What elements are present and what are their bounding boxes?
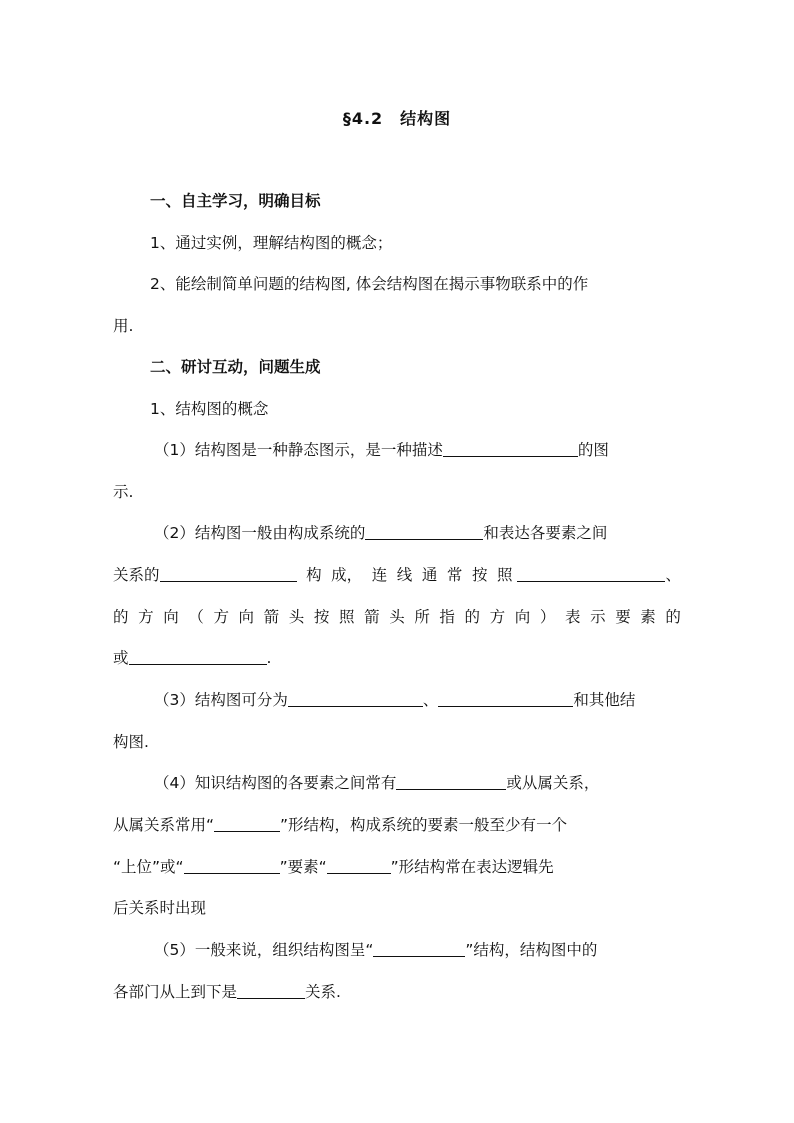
q3-text-a: （3）结构图可分为 bbox=[154, 691, 288, 709]
q5-blank-2[interactable] bbox=[237, 982, 305, 999]
q5-text-c: 各部门从上到下是 bbox=[113, 983, 238, 1001]
q4-text-f: ”要素“ bbox=[279, 858, 327, 876]
q4-blank-4[interactable] bbox=[327, 857, 391, 874]
q2-word: 方 bbox=[138, 608, 154, 626]
q1-line-2: 示. bbox=[113, 483, 134, 501]
page-title: §4.2 结构图 bbox=[342, 109, 452, 128]
q2-line-4 bbox=[113, 647, 271, 669]
goal-2-line-2: 用. bbox=[113, 317, 134, 335]
q1-blank-1[interactable] bbox=[443, 440, 578, 457]
q2-char: 按 bbox=[471, 566, 488, 584]
q2-blank-3[interactable] bbox=[517, 565, 665, 582]
q1-line-1 bbox=[154, 439, 609, 461]
q4-line-4: 后关系时出现 bbox=[113, 899, 207, 917]
q2-word: 示 bbox=[590, 608, 606, 626]
q2-word: 方 bbox=[213, 608, 229, 626]
q3-line-2: 构图. bbox=[113, 733, 149, 751]
q4-text-e: “上位”或“ bbox=[113, 858, 184, 876]
q5-line-2 bbox=[113, 981, 341, 1003]
q2-text-g: . bbox=[266, 649, 272, 667]
goal-1: 1、通过实例，理解结构图的概念； bbox=[150, 234, 393, 252]
q2-text-e: 、 bbox=[665, 566, 681, 584]
q2-word: 箭 bbox=[263, 608, 280, 626]
q2-word: 表 bbox=[564, 608, 581, 626]
q3-text-b: 、 bbox=[422, 691, 439, 709]
q2-char: 连 bbox=[371, 566, 388, 584]
q4-text-c: 从属关系常用“ bbox=[113, 816, 215, 834]
q2-word: 箭 bbox=[364, 608, 380, 626]
q1-text-b: 的图 bbox=[577, 441, 609, 459]
q2-word: 素 bbox=[640, 608, 656, 626]
q2-word: 要 bbox=[615, 608, 631, 626]
q4-blank-1[interactable] bbox=[396, 773, 506, 790]
q2-word: 向 bbox=[163, 608, 179, 626]
q2-char: 常 bbox=[446, 566, 463, 584]
q5-text-d: 关系. bbox=[305, 983, 341, 1001]
q4-line-3 bbox=[113, 856, 554, 878]
q5-text-a: （5）一般来说，组织结构图呈“ bbox=[154, 941, 374, 959]
q4-text-g: ”形结构常在表达逻辑先 bbox=[390, 858, 554, 876]
q2-text-c: 关系的 bbox=[113, 566, 160, 584]
q2-word: 所 bbox=[414, 608, 430, 626]
q2-blank-4[interactable] bbox=[129, 648, 267, 665]
q2-word: （ bbox=[188, 608, 204, 626]
section-heading-2: 二、研讨互动，问题生成 bbox=[150, 358, 321, 376]
q2-blank-2[interactable] bbox=[160, 565, 297, 582]
q2-word: 的 bbox=[464, 608, 481, 626]
q2-char: 成， bbox=[331, 566, 363, 584]
q2-text-b: 和表达各要素之间 bbox=[483, 524, 608, 542]
q4-line-1 bbox=[154, 772, 599, 794]
q2-line-1 bbox=[154, 522, 607, 544]
q3-blank-2[interactable] bbox=[438, 690, 573, 707]
q5-line-1 bbox=[154, 939, 597, 961]
q3-line-1 bbox=[154, 689, 635, 711]
q2-char: 构 bbox=[306, 566, 322, 584]
q2-blank-1[interactable] bbox=[365, 523, 483, 540]
q4-blank-2[interactable] bbox=[214, 815, 280, 832]
q2-word: 向 bbox=[238, 608, 255, 626]
q3-blank-1[interactable] bbox=[288, 690, 423, 707]
q2-word: 头 bbox=[389, 608, 405, 626]
section-heading-1: 一、自主学习，明确目标 bbox=[150, 192, 321, 210]
q4-line-2 bbox=[113, 814, 567, 836]
q5-text-b: ”结构，结构图中的 bbox=[465, 941, 598, 959]
q2-word: ） bbox=[539, 608, 556, 626]
q2-word: 向 bbox=[514, 608, 531, 626]
q2-word: 指 bbox=[439, 608, 455, 626]
q2-char: 通 bbox=[421, 566, 438, 584]
q4-text-b: 或从属关系， bbox=[506, 774, 600, 792]
q4-blank-3[interactable] bbox=[184, 857, 280, 874]
q2-word: 的 bbox=[665, 608, 681, 626]
q3-text-c: 和其他结 bbox=[573, 691, 636, 709]
q2-line-2 bbox=[113, 564, 681, 586]
q2-word: 照 bbox=[338, 608, 355, 626]
q1-text-a: （1）结构图是一种静态图示，是一种描述 bbox=[154, 441, 443, 459]
q2-line-3 bbox=[113, 606, 681, 628]
q5-blank-1[interactable] bbox=[373, 940, 465, 957]
goal-2-line-1: 2、能绘制简单问题的结构图, 体会结构图在揭示事物联系中的作 bbox=[150, 275, 589, 293]
q2-text-a: （2）结构图一般由构成系统的 bbox=[154, 524, 366, 542]
q2-word: 头 bbox=[288, 608, 305, 626]
q2-char: 照 bbox=[497, 566, 513, 584]
q2-char: 线 bbox=[396, 566, 413, 584]
q4-text-a: （4）知识结构图的各要素之间常有 bbox=[154, 774, 397, 792]
q2-text-f: 或 bbox=[113, 649, 129, 667]
q2-word: 按 bbox=[313, 608, 330, 626]
subheading-concept: 1、结构图的概念 bbox=[150, 400, 269, 418]
q2-word: 的 bbox=[113, 608, 129, 626]
q2-word: 方 bbox=[489, 608, 506, 626]
q4-text-d: ”形结构，构成系统的要素一般至少有一个 bbox=[280, 816, 568, 834]
